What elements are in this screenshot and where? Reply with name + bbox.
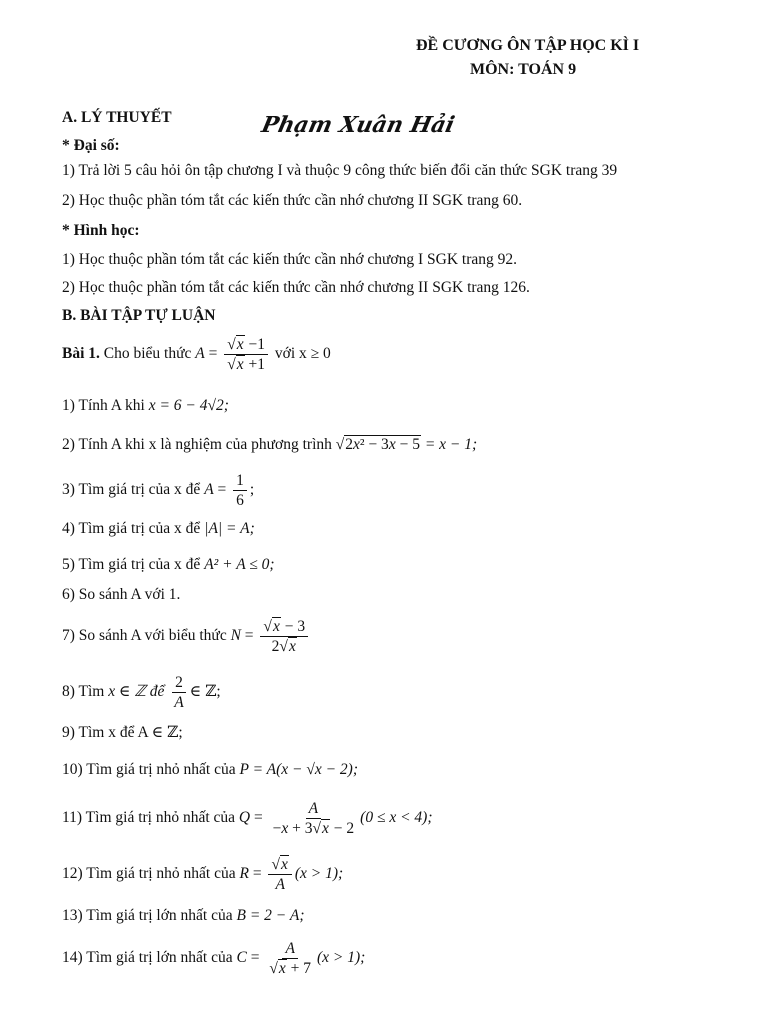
algebra-item-1: 1) Trả lời 5 câu hỏi ôn tập chương I và thuộc 9 công thức biến đổi căn thức SGK trang 39: [62, 162, 618, 179]
geometry-item-2: 2) Học thuộc phần tóm tắt các kiến thức cần nhớ chương II SGK trang 126.: [62, 279, 530, 296]
expr-a-lhs: A: [195, 345, 205, 363]
bai1-condition: với x ≥ 0: [274, 345, 331, 363]
q11-fraction: $\frac{A}{-x + 3√x - 2}$: [272, 800, 355, 838]
question-13: [62, 907, 305, 926]
q8-fraction: $\frac{2}{A}$: [171, 674, 186, 711]
q12-fraction: $\frac{√x}{A}$: [268, 856, 291, 893]
author-signature: Phạm Xuân Hải: [259, 112, 457, 138]
question-7: 7) So sánh A với biểu thức N = $\frac{√x - 3}{2√x}$: [62, 618, 311, 655]
q1-text: 1) Tính A khi: [62, 397, 149, 414]
q5-expr: A² + A ≤ 0;: [204, 556, 275, 573]
q11-cond: (0 ≤ x < 4);: [360, 809, 433, 827]
question-10: [62, 761, 358, 780]
q14-text: 14) Tìm giá trị lớn nhất của: [62, 949, 237, 967]
q7-text: 7) So sánh A với biểu thức: [62, 627, 231, 645]
q10-text: 10) Tìm giá trị nhỏ nhất của: [62, 761, 240, 778]
q11-text: 11) Tìm giá trị nhỏ nhất của: [62, 809, 239, 827]
section-a-heading: A. LÝ THUYẾT: [62, 109, 172, 126]
question-5: [62, 556, 275, 575]
doc-title-line1: ĐỀ CƯƠNG ÔN TẬP HỌC KÌ I: [416, 37, 640, 54]
question-8: [62, 674, 221, 711]
doc-title-line2: MÔN: TOÁN 9: [470, 61, 577, 78]
expr-n-fraction: $\frac{√x - 3}{2√x}$: [260, 618, 308, 655]
question-6: 6) So sánh A với 1.: [62, 586, 181, 603]
q14-fraction: $\frac{A}{√x + 7}$: [269, 940, 311, 978]
geometry-item-1: 1) Học thuộc phần tóm tắt các kiến thức cần nhớ chương I SGK trang 92.: [62, 251, 518, 268]
question-12: 12) Tìm giá trị nhỏ nhất của R = $\frac{√x}{A}$ (x > 1);: [62, 856, 344, 894]
question-3: 3) Tìm giá trị của x để A = $\frac{1}{6}$ ;: [62, 472, 255, 510]
bai1-text: Cho biểu thức: [99, 345, 196, 363]
question-11: 11) Tìm giá trị nhỏ nhất của Q = $\frac{A}{-x + 3√x - 2}$ (0 ≤ x < 4);: [62, 800, 433, 838]
algebra-item-2: 2) Học thuộc phần tóm tắt các kiến thức cần nhớ chương II SGK trang 60.: [62, 192, 523, 209]
q4-text: 4) Tìm giá trị của x để: [62, 520, 205, 537]
bai1-label: Bài 1.: [62, 345, 100, 363]
q12-cond: (x > 1);: [294, 865, 344, 883]
q2-expr: = x − 1;: [424, 436, 478, 453]
q3-fraction: $\frac{1}{6}$: [233, 472, 247, 509]
question-1: [62, 397, 229, 416]
expr-a-fraction: $\frac{√x -1}{√x +1}$: [224, 336, 268, 373]
q2-text: 2) Tính A khi x là nghiệm của phương trình: [62, 436, 336, 453]
q4-expr: |A| = A;: [204, 520, 255, 537]
q12-text: 12) Tìm giá trị nhỏ nhất của: [62, 865, 240, 883]
question-4: [62, 520, 255, 539]
q1-expr: x = 6 − 4√2;: [148, 397, 229, 414]
q13-text: 13) Tìm giá trị lớn nhất của: [62, 907, 237, 924]
q13-expr: B = 2 − A;: [236, 907, 305, 924]
bai1-statement: Bài 1. Cho biểu thức A = $\frac{√x -1}{√x +1}$ với x ≥ 0: [62, 336, 331, 374]
q10-expr: P = A(x − √x − 2);: [239, 761, 359, 778]
q3-text: 3) Tìm giá trị của x để: [62, 481, 205, 499]
question-9: 9) Tìm x để A ∈ ℤ;: [62, 724, 183, 741]
question-2: 2) Tính A khi x là nghiệm của phương trình √2x² − 3x − 5 = x − 1;: [62, 436, 478, 453]
question-14: 14) Tìm giá trị lớn nhất của C = $\frac{A}{√x + 7}$ (x > 1);: [62, 940, 366, 978]
algebra-heading: * Đại số:: [62, 137, 120, 154]
geometry-heading: * Hình học:: [62, 222, 140, 239]
q8-mid: x ∈ ℤ để: [108, 683, 169, 701]
q5-text: 5) Tìm giá trị của x để: [62, 556, 205, 573]
section-b-heading: B. BÀI TẬP TỰ LUẬN: [62, 307, 216, 324]
q8-text: 8) Tìm: [62, 683, 109, 701]
q14-cond: (x > 1);: [317, 949, 366, 967]
q8-end: ∈ ℤ;: [189, 683, 221, 701]
